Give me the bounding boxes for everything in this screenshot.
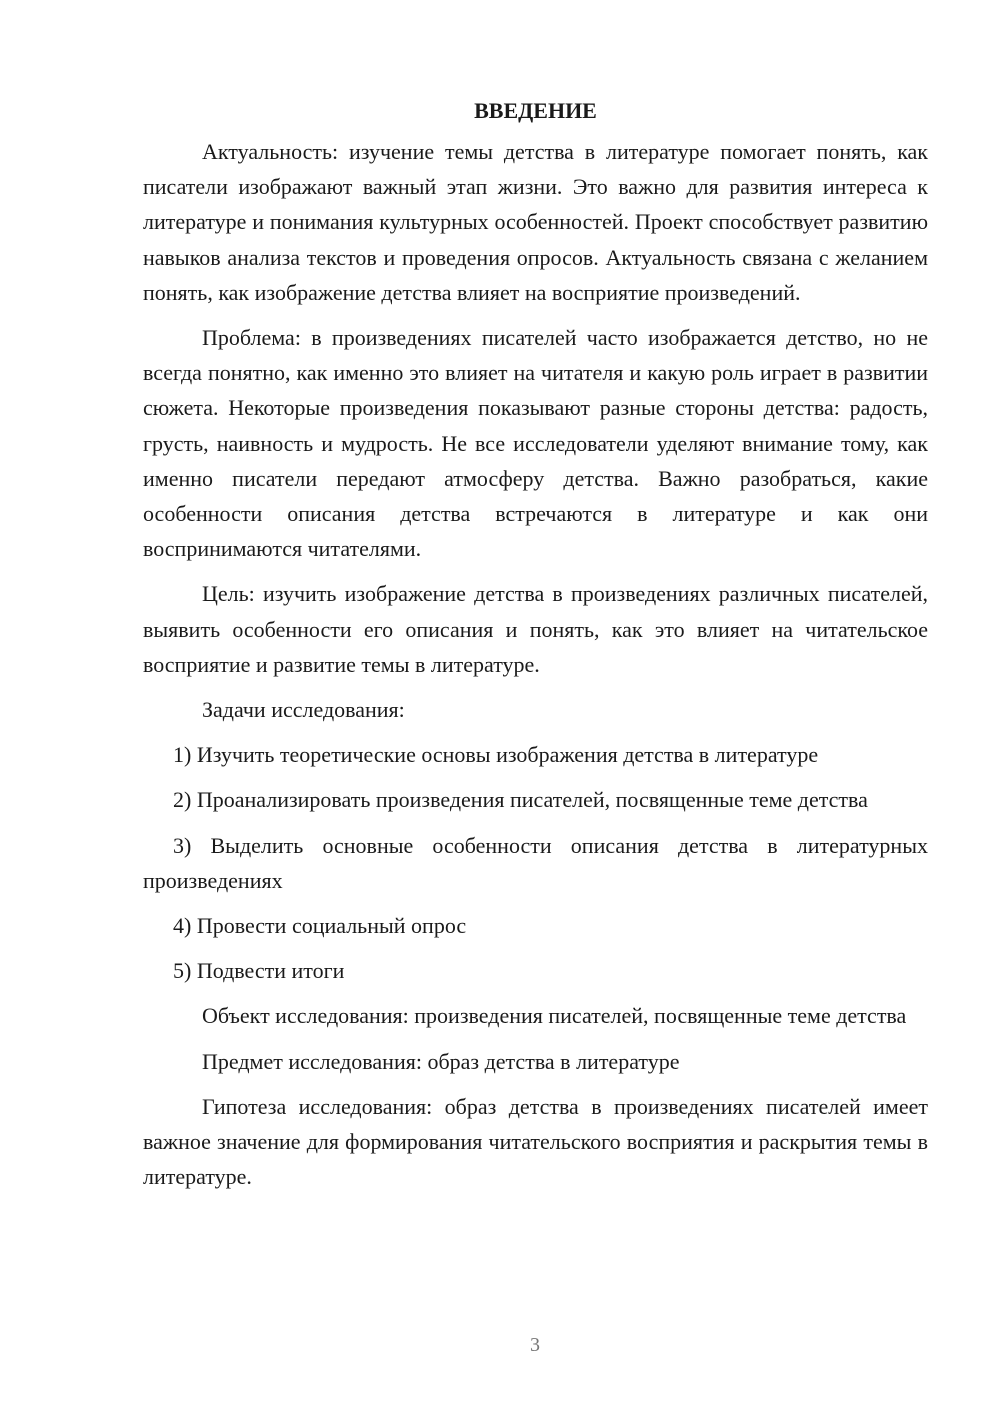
task-item-2: 2) Проанализировать произведения писателей, посвященные теме детства	[173, 787, 868, 813]
paragraph-relevance: Актуальность: изучение темы детства в литературе помогает понять, как писатели изображают важный этап жизни. Это важно для развития интереса к литературе и понимания культурных особенностей. Проект способствует развитию навыков анализа текстов и проведения опросов. Актуальность связана с желанием понять, как изображение детства влияет на восприятие произведений.	[143, 139, 928, 305]
paragraph-goal: Цель: изучить изображение детства в произведениях различных писателей, выявить особенности его описания и понять, как это влияет на читательское восприятие и развитие темы в литературе.	[143, 581, 928, 677]
paragraph-problem: Проблема: в произведениях писателей часто изображается детство, но не всегда понятно, как именно это влияет на читателя и какую роль играет в развитии сюжета. Некоторые произведения показывают разные стороны детства: радость, грусть, наивность и мудрость. Не все исследователи уделяют внимание тому, как именно писатели передают атмосферу детства. Важно разобраться, какие особенности описания детства встречаются в литературе и как они воспринимаются читателями.	[143, 325, 928, 562]
page-number: 3	[530, 1334, 540, 1356]
tasks-heading: Задачи исследования:	[202, 697, 405, 723]
paragraph-subject: Предмет исследования: образ детства в литературе	[202, 1048, 680, 1074]
task-item-4: 4) Провести социальный опрос	[173, 913, 467, 939]
task-item-5: 5) Подвести итоги	[173, 958, 345, 984]
document-body	[143, 96, 928, 1204]
paragraph-hypothesis: Гипотеза исследования: образ детства в произведениях писателей имеет важное значение для формирования читательского восприятия и раскрытия темы в литературе.	[143, 1093, 928, 1190]
paragraph-object: Объект исследования: произведения писателей, посвященные теме детства	[202, 1003, 907, 1029]
task-item-1: 1) Изучить теоретические основы изображения детства в литературе	[173, 742, 819, 768]
section-title: ВВЕДЕНИЕ	[474, 98, 597, 123]
task-item-3: 3) Выделить основные особенности описания детства в литературных произведениях	[143, 832, 928, 893]
